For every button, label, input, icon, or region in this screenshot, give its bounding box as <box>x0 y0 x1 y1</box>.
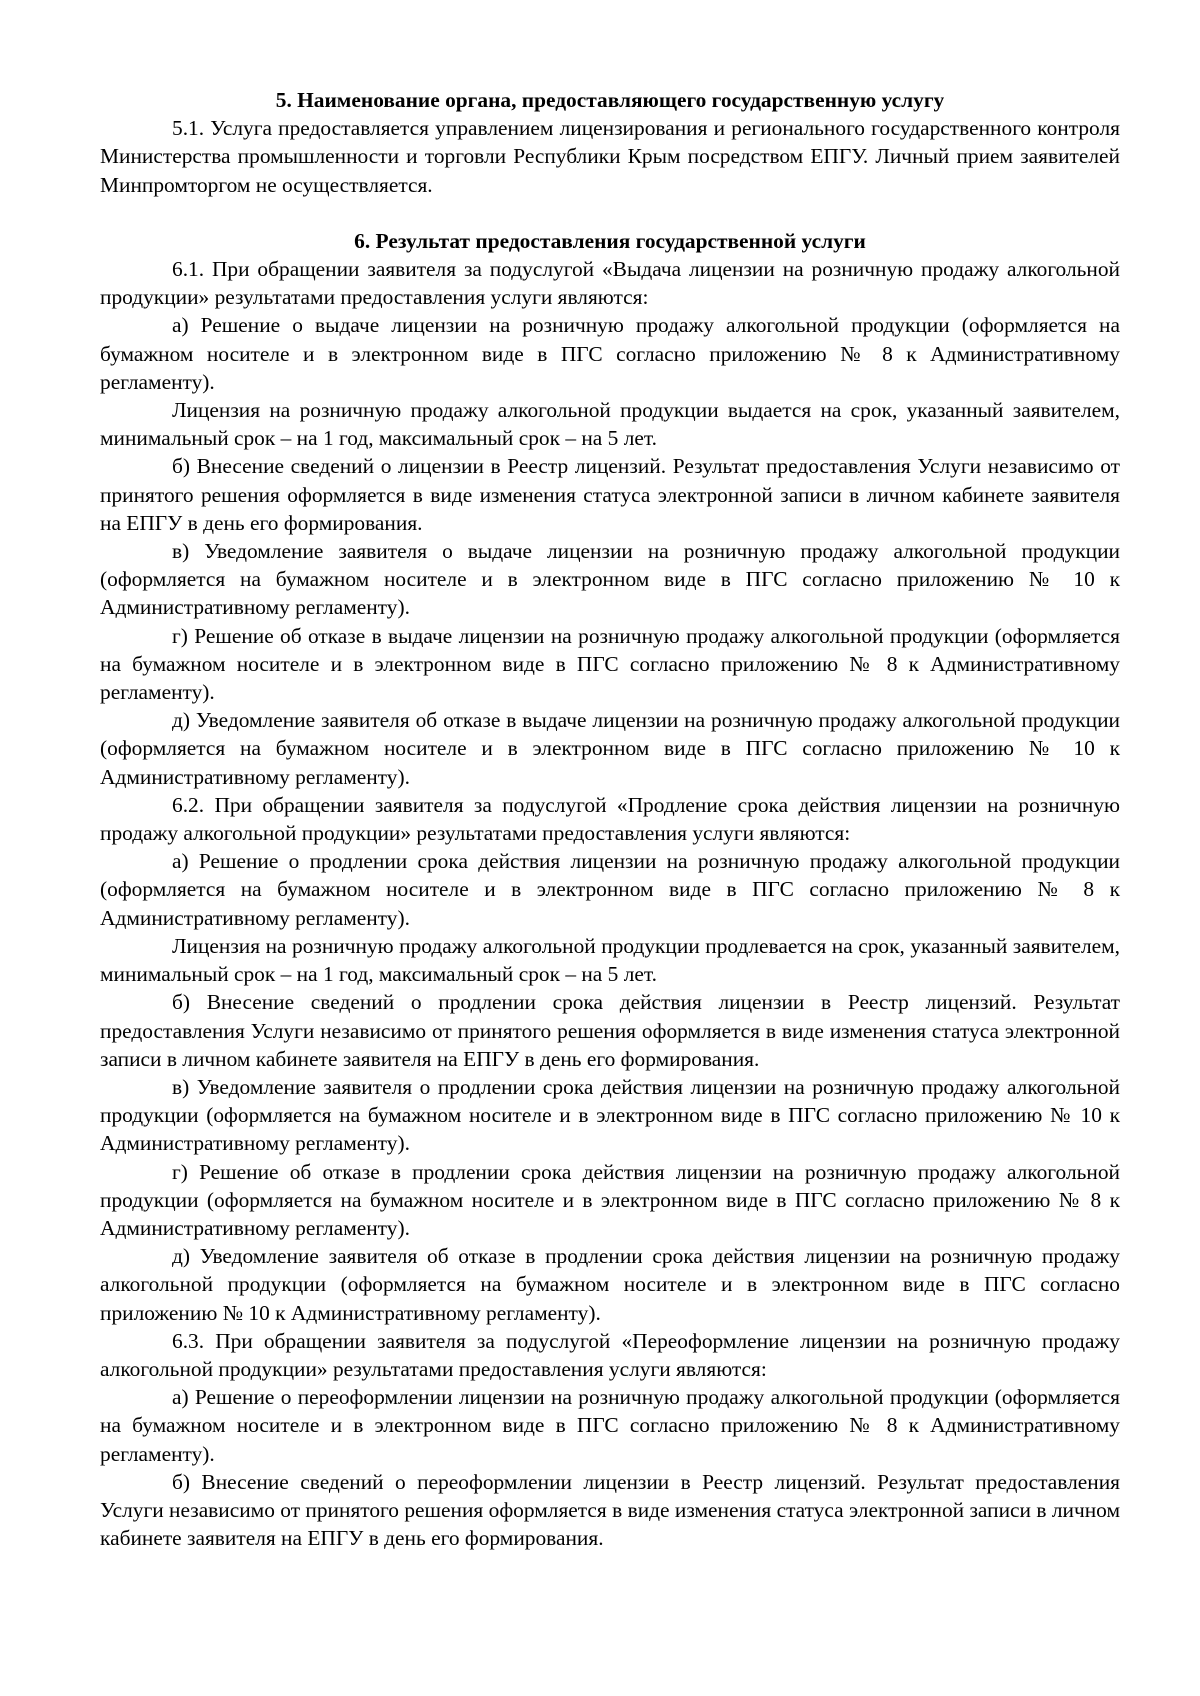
paragraph-6-2-b: б) Внесение сведений о продлении срока действия лицензии в Реестр лицензий. Результат предоставления Услуги независимо от принятого решения оформляется в виде изменения статуса электронной записи в личном кабинете заявителя на ЕПГУ в день его формирования. <box>100 990 1120 1071</box>
paragraph-6-2-a: а) Решение о продлении срока действия лицензии на розничную продажу алкогольной продукции (оформляется на бумажном носителе и в электронном виде в ПГС согласно приложению № 8 к Административному регламенту). <box>100 849 1120 930</box>
section-6 <box>100 227 1120 1553</box>
document-page <box>100 86 1120 1552</box>
paragraph-6-1-license-term: Лицензия на розничную продажу алкогольной продукции выдается на срок, указанный заявителем, минимальный срок – на 1 год, максимальный срок – на 5 лет. <box>100 398 1120 451</box>
paragraph-6-2: 6.2. При обращении заявителя за подуслугой «Продление срока действия лицензии на розничную продажу алкогольной продукции» результатами предоставления услуги являются: <box>100 792 1120 846</box>
paragraph-6-3-b: б) Внесение сведений о переоформлении лицензии в Реестр лицензий. Результат предоставления Услуги независимо от принятого решения оформляется в виде изменения статуса электронной записи в личном кабинете заявителя на ЕПГУ в день его формирования. <box>100 1469 1120 1551</box>
paragraph-6-1-a: а) Решение о выдаче лицензии на розничную продажу алкогольной продукции (оформляется на бумажном носителе и в электронном виде в ПГС согласно приложению № 8 к Административному регламенту). <box>100 313 1120 394</box>
paragraph-6-1-b: б) Внесение сведений о лицензии в Реестр лицензий. Результат предоставления Услуги независимо от принятого решения оформляется в виде изменения статуса электронной записи в личном кабинете заявителя на ЕПГУ в день его формирования. <box>100 454 1120 535</box>
section-5-heading: 5. Наименование органа, предоставляющего государственную услугу <box>275 88 945 112</box>
paragraph-6-2-v: в) Уведомление заявителя о продлении срока действия лицензии на розничную продажу алкогольной продукции (оформляется на бумажном носителе и в электронном виде в ПГС согласно приложению № 10 к Административному регламенту). <box>100 1074 1120 1156</box>
paragraph-6-3: 6.3. При обращении заявителя за подуслугой «Переоформление лицензии на розничную продажу алкогольной продукции» результатами предоставления услуги являются: <box>100 1328 1120 1381</box>
paragraph-6-1-d: д) Уведомление заявителя об отказе в выдаче лицензии на розничную продажу алкогольной продукции (оформляется на бумажном носителе и в электронном виде в ПГС согласно приложению № 10 к Административному регламенту). <box>100 708 1120 789</box>
paragraph-5-1: 5.1. Услуга предоставляется управлением лицензирования и регионального государственного контроля Министерства промышленности и торговли Республики Крым посредством ЕПГУ. Личный прием заявителей Минпромторгом не осуществляется. <box>100 116 1120 197</box>
paragraph-6-1: 6.1. При обращении заявителя за подуслугой «Выдача лицензии на розничную продажу алкогольной продукции» результатами предоставления услуги являются: <box>100 257 1120 310</box>
paragraph-6-2-g: г) Решение об отказе в продлении срока действия лицензии на розничную продажу алкогольной продукции (оформляется на бумажном носителе и в электронном виде в ПГС согласно приложению № 8 к Административному регламенту). <box>100 1159 1120 1240</box>
paragraph-6-1-g: г) Решение об отказе в выдаче лицензии на розничную продажу алкогольной продукции (оформляется на бумажном носителе и в электронном виде в ПГС согласно приложению № 8 к Административному регламенту). <box>100 623 1120 705</box>
section-5 <box>100 86 1120 199</box>
section-6-heading: 6. Результат предоставления государственной услуги <box>354 228 866 253</box>
section-gap <box>100 199 1120 227</box>
paragraph-6-2-d: д) Уведомление заявителя об отказе в продлении срока действия лицензии на розничную продажу алкогольной продукции (оформляется на бумажном носителе и в электронном виде в ПГС согласно приложению № 10 к Административному регламенту). <box>100 1244 1120 1325</box>
paragraph-6-2-license-term: Лицензия на розничную продажу алкогольной продукции продлевается на срок, указанный заявителем, минимальный срок – на 1 год, максимальный срок – на 5 лет. <box>100 933 1120 987</box>
paragraph-6-3-a: а) Решение о переоформлении лицензии на розничную продажу алкогольной продукции (оформляется на бумажном носителе и в электронном виде в ПГС согласно приложению № 8 к Административному регламенту). <box>100 1385 1120 1466</box>
paragraph-6-1-v: в) Уведомление заявителя о выдаче лицензии на розничную продажу алкогольной продукции (оформляется на бумажном носителе и в электронном виде в ПГС согласно приложению № 10 к Административному регламенту). <box>100 539 1120 620</box>
